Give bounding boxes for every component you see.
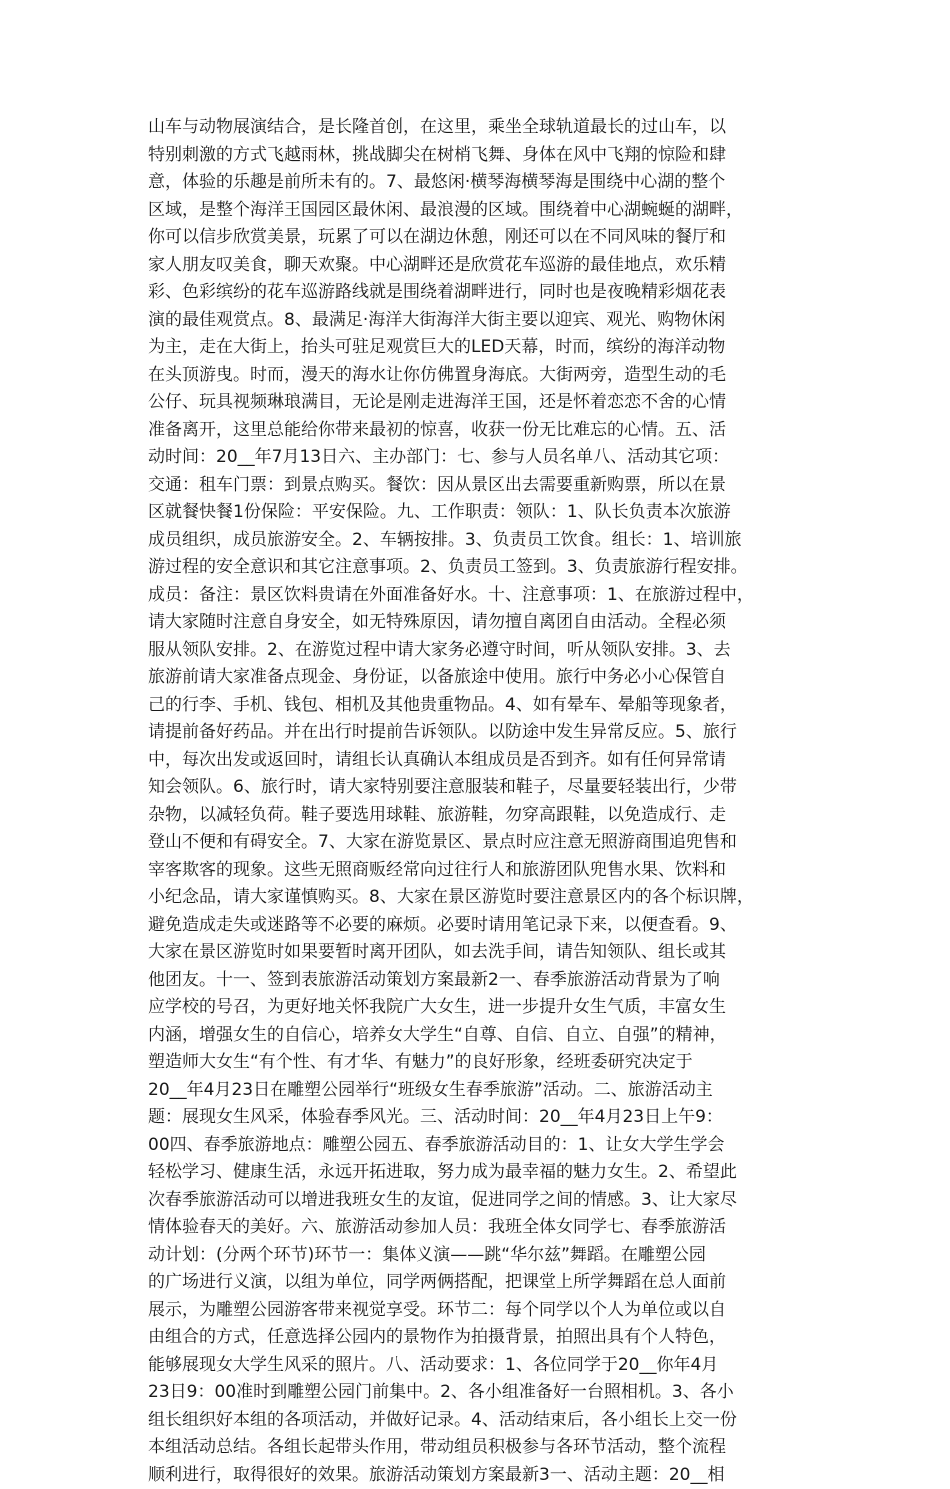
text-line: 应学校的号召，为更好地关怀我院广大女生，进一步提升女生气质，丰富女生 [148,994,808,1022]
text-line: 请大家随时注意自身安全，如无特殊原因，请勿擅自离团自由活动。全程必须 [148,609,808,637]
text-line: 请提前备好药品。并在出行时提前告诉领队。以防途中发生异常反应。5、旅行 [148,719,808,747]
text-line: 你可以信步欣赏美景，玩累了可以在湖边休憩，刚还可以在不同风味的餐厅和 [148,224,808,252]
text-line: 23日9：00准时到雕塑公园门前集中。2、各小组准备好一台照相机。3、各小 [148,1379,808,1407]
text-line: 内涵，增强女生的自信心，培养女大学生“自尊、自信、自立、自强”的精神， [148,1022,808,1050]
text-line: 动时间：20__年7月13日六、主办部门：七、参与人员名单八、活动其它项： [148,444,808,472]
body-text [148,114,808,1489]
text-line: 特别刺激的方式飞越雨林，挑战脚尖在树梢飞舞、身体在风中飞翔的惊险和肆 [148,142,808,170]
text-line: 家人朋友叹美食，聊天欢聚。中心湖畔还是欣赏花车巡游的最佳地点，欢乐精 [148,252,808,280]
text-line: 题：展现女生风采，体验春季风光。三、活动时间：20__年4月23日上午9： [148,1104,808,1132]
text-line: 轻松学习、健康生活，永远开拓进取，努力成为最幸福的魅力女生。2、希望此 [148,1159,808,1187]
text-line: 杂物，以减轻负荷。鞋子要选用球鞋、旅游鞋，勿穿高跟鞋，以免造成行、走 [148,802,808,830]
text-line: 组长组织好本组的各项活动，并做好记录。4、活动结束后，各小组长上交一份 [148,1407,808,1435]
text-line: 服从领队安排。2、在游览过程中请大家务必遵守时间，听从领队安排。3、去 [148,637,808,665]
text-line: 演的最佳观赏点。8、最满足·海洋大街海洋大街主要以迎宾、观光、购物休闲 [148,307,808,335]
text-line: 山车与动物展演结合，是长隆首创，在这里，乘坐全球轨道最长的过山车，以 [148,114,808,142]
text-line: 00四、春季旅游地点：雕塑公园五、春季旅游活动目的：1、让女大学生学会 [148,1132,808,1160]
text-line: 意，体验的乐趣是前所未有的。7、最悠闲·横琴海横琴海是围绕中心湖的整个 [148,169,808,197]
text-line: 登山不便和有碍安全。7、大家在游览景区、景点时应注意无照游商围追兜售和 [148,829,808,857]
text-line: 避免造成走失或迷路等不必要的麻烦。必要时请用笔记录下来，以便查看。9、 [148,912,808,940]
text-line: 知会领队。6、旅行时，请大家特别要注意服装和鞋子，尽量要轻装出行，少带 [148,774,808,802]
text-line: 动计划：(分两个环节)环节一：集体义演——跳“华尔兹”舞蹈。在雕塑公园 [148,1242,808,1270]
text-line: 宰客欺客的现象。这些无照商贩经常向过往行人和旅游团队兜售水果、饮料和 [148,857,808,885]
text-line: 己的行李、手机、钱包、相机及其他贵重物品。4、如有晕车、晕船等现象者， [148,692,808,720]
text-line: 次春季旅游活动可以增进我班女生的友谊，促进同学之间的情感。3、让大家尽 [148,1187,808,1215]
text-line: 大家在景区游览时如果要暂时离开团队，如去洗手间，请告知领队、组长或其 [148,939,808,967]
text-line: 成员：备注：景区饮料贵请在外面准备好水。十、注意事项：1、在旅游过程中， [148,582,808,610]
text-line: 由组合的方式，任意选择公园内的景物作为拍摄背景，拍照出具有个人特色， [148,1324,808,1352]
text-line: 中，每次出发或返回时，请组长认真确认本组成员是否到齐。如有任何异常请 [148,747,808,775]
text-line: 区域，是整个海洋王国园区最休闲、最浪漫的区域。围绕着中心湖蜿蜒的湖畔， [148,197,808,225]
text-line: 本组活动总结。各组长起带头作用，带动组员积极参与各环节活动，整个流程 [148,1434,808,1462]
text-line: 小纪念品，请大家谨慎购买。8、大家在景区游览时要注意景区内的各个标识牌， [148,884,808,912]
text-line: 成员组织，成员旅游安全。2、车辆按排。3、负责员工饮食。组长：1、培训旅 [148,527,808,555]
text-line: 区就餐快餐1份保险：平安保险。九、工作职责：领队：1、队长负责本次旅游 [148,499,808,527]
text-line: 在头顶游曳。时而，漫天的海水让你仿佛置身海底。大街两旁，造型生动的毛 [148,362,808,390]
text-line: 塑造师大女生“有个性、有才华、有魅力”的良好形象，经班委研究决定于 [148,1049,808,1077]
text-line: 游过程的安全意识和其它注意事项。2、负责员工签到。3、负责旅游行程安排。 [148,554,808,582]
text-line: 彩、色彩缤纷的花车巡游路线就是围绕着湖畔进行，同时也是夜晚精彩烟花表 [148,279,808,307]
text-line: 顺利进行，取得很好的效果。旅游活动策划方案最新3一、活动主题：20__相 [148,1462,808,1489]
text-line: 交通：租车门票：到景点购买。餐饮：因从景区出去需要重新购票，所以在景 [148,472,808,500]
text-line: 展示，为雕塑公园游客带来视觉享受。环节二：每个同学以个人为单位或以自 [148,1297,808,1325]
text-line: 的广场进行义演，以组为单位，同学两俩搭配，把课堂上所学舞蹈在总人面前 [148,1269,808,1297]
text-line: 20__年4月23日在雕塑公园举行“班级女生春季旅游”活动。二、旅游活动主 [148,1077,808,1105]
text-line: 能够展现女大学生风采的照片。八、活动要求：1、各位同学于20__你年4月 [148,1352,808,1380]
text-line: 情体验春天的美好。六、旅游活动参加人员：我班全体女同学七、春季旅游活 [148,1214,808,1242]
text-line: 公仔、玩具视频琳琅满目，无论是刚走进海洋王国，还是怀着恋恋不舍的心情 [148,389,808,417]
text-line: 为主，走在大街上，抬头可驻足观赏巨大的LED天幕，时而，缤纷的海洋动物 [148,334,808,362]
text-line: 准备离开，这里总能给你带来最初的惊喜，收获一份无比难忘的心情。五、活 [148,417,808,445]
text-line: 旅游前请大家准备点现金、身份证，以备旅途中使用。旅行中务必小心保管自 [148,664,808,692]
text-line: 他团友。十一、签到表旅游活动策划方案最新2一、春季旅游活动背景为了响 [148,967,808,995]
